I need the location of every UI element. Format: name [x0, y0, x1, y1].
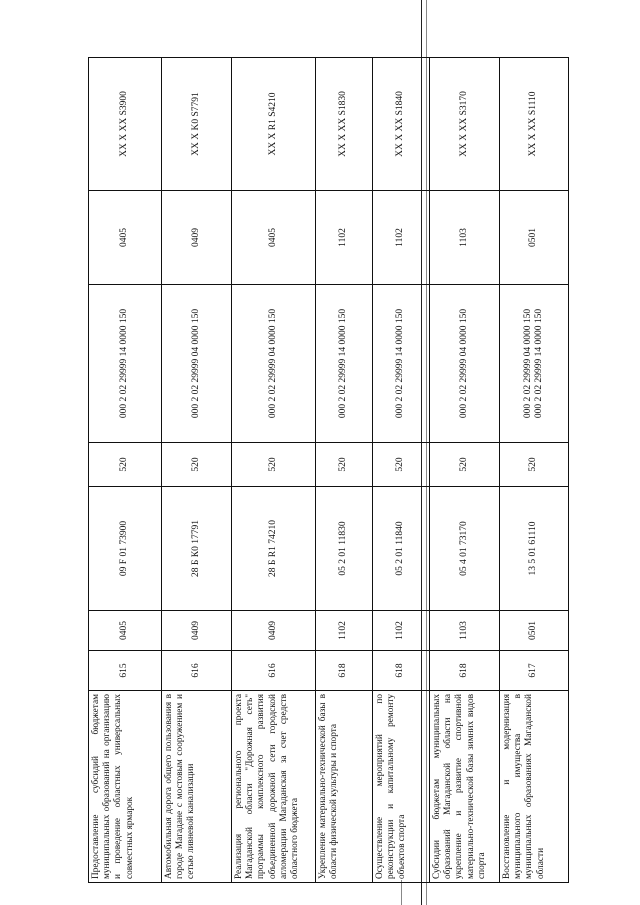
target-article: 13 5 01 61110	[500, 487, 569, 611]
section-code: 1103	[430, 611, 500, 651]
section-code-2: 0409	[162, 191, 232, 285]
classifier-code: XX X XX S3170	[430, 58, 500, 191]
section-code: 1102	[316, 611, 373, 651]
section-code: 0501	[500, 611, 569, 651]
target-article: 05 2 01 11830	[316, 487, 373, 611]
table-row	[232, 58, 316, 883]
table-row	[500, 58, 569, 883]
row-name: Реализация регионального проекта Магаданской области "Дорожная сеть" программы комплексного развития объединенной дорожной сети городской агломерации Магаданская за счет средств областного бюджета	[232, 691, 316, 883]
revenue-code: 000 2 02 29999 04 0000 150	[162, 285, 232, 443]
table-row	[430, 58, 500, 883]
revenue-code: 000 2 02 29999 14 0000 150	[316, 285, 373, 443]
revenue-code: 000 2 02 29999 04 0000 150	[430, 285, 500, 443]
classifier-code: XX X R1 S4210	[232, 58, 316, 191]
row-name: Автомобильная дорога общего пользования в городе Магадане с мостовым сооружением и сетью ливневой канализации	[162, 691, 232, 883]
section-code: 0405	[89, 611, 162, 651]
table-row	[373, 58, 430, 883]
classifier-code: XX X XX S1830	[316, 58, 373, 191]
section-code: 0409	[162, 611, 232, 651]
revenue-code: 000 2 02 29999 04 0000 150	[232, 285, 316, 443]
section-code-2: 1103	[430, 191, 500, 285]
classifier-code: XX X XX S3900	[89, 58, 162, 191]
rotated-table-wrapper	[88, 58, 568, 883]
section-code-2: 0405	[232, 191, 316, 285]
subsidy-table	[88, 57, 569, 883]
section-code-2: 0405	[89, 191, 162, 285]
section-code-2: 1102	[373, 191, 430, 285]
grbs-code: 616	[232, 651, 316, 691]
expense-type: 520	[500, 443, 569, 487]
expense-type: 520	[430, 443, 500, 487]
revenue-code-line-1: 000 2 02 29999 04 0000 150	[522, 308, 533, 419]
grbs-code: 615	[89, 651, 162, 691]
section-code: 1102	[373, 611, 430, 651]
classifier-code: XX X K0 S7791	[162, 58, 232, 191]
target-article: 05 4 01 73170	[430, 487, 500, 611]
grbs-code: 617	[500, 651, 569, 691]
section-code-2: 1102	[316, 191, 373, 285]
section-code: 0409	[232, 611, 316, 651]
row-name: Предоставление субсидий бюджетам муниципальных образований на организацию и проведение областных универсальных совместных ярмарок	[89, 691, 162, 883]
row-name: Субсидии бюджетам муниципальных образований Магаданской области на укрепление и развитие спортивной материально-технической базы зимних видов спорта	[430, 691, 500, 883]
row-name: Осуществление мероприятий по реконструкции и капитальному ремонту объектов спорта	[373, 691, 430, 883]
revenue-code	[500, 285, 569, 443]
expense-type: 520	[373, 443, 430, 487]
grbs-code: 618	[373, 651, 430, 691]
target-article: 05 2 01 11840	[373, 487, 430, 611]
classifier-code: XX X XX S1110	[500, 58, 569, 191]
row-name: Восстановление и модернизация муниципального имущества в муниципальных образованиях Магаданской области	[500, 691, 569, 883]
target-article: 09 F 01 73900	[89, 487, 162, 611]
scan-artifact-line	[401, 880, 402, 905]
expense-type: 520	[89, 443, 162, 487]
section-code-2: 0501	[500, 191, 569, 285]
expense-type: 520	[232, 443, 316, 487]
expense-type: 520	[162, 443, 232, 487]
table-row	[89, 58, 162, 883]
classifier-code: XX X XX S1840	[373, 58, 430, 191]
target-article: 28 Б R1 74210	[232, 487, 316, 611]
revenue-code: 000 2 02 29999 14 0000 150	[373, 285, 430, 443]
table-row	[316, 58, 373, 883]
grbs-code: 618	[316, 651, 373, 691]
table-row	[162, 58, 232, 883]
grbs-code: 618	[430, 651, 500, 691]
expense-type: 520	[316, 443, 373, 487]
target-article: 28 Б К0 17791	[162, 487, 232, 611]
row-name: Укрепление материально-технической базы в области физической культуры и спорта	[316, 691, 373, 883]
grbs-code: 616	[162, 651, 232, 691]
revenue-code-line-2: 000 2 02 29999 14 0000 150	[534, 308, 544, 419]
revenue-code: 000 2 02 29999 14 0000 150	[89, 285, 162, 443]
